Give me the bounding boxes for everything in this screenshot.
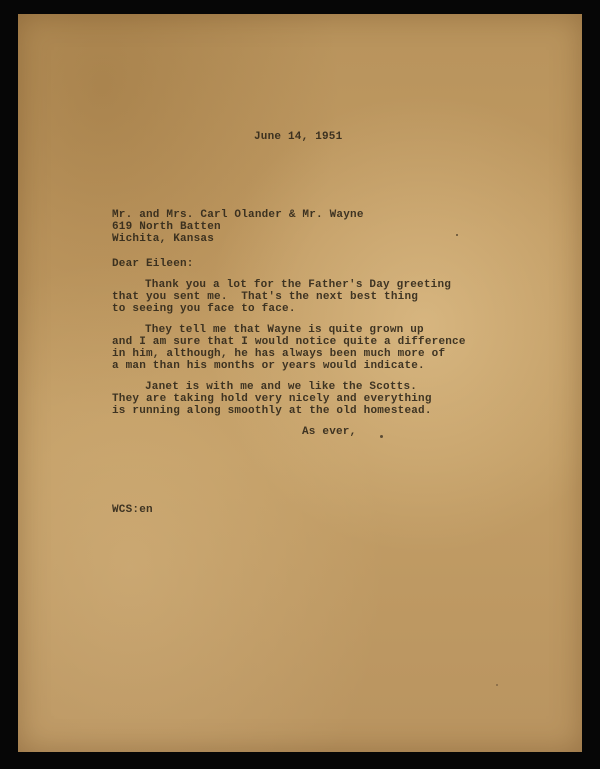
ink-speck — [380, 435, 383, 438]
ink-speck — [456, 234, 458, 236]
recipient-street: 619 North Batten — [112, 221, 221, 233]
paragraph-2-line: a man than his months or years would indicate. — [112, 360, 425, 372]
paragraph-1-line: to seeing you face to face. — [112, 303, 296, 315]
paragraph-3-line: Janet is with me and we like the Scotts. — [145, 381, 418, 393]
paragraph-2-line: in him, although, he has always been much more of — [112, 348, 446, 360]
closing: As ever, — [302, 426, 357, 438]
paragraph-2-line: They tell me that Wayne is quite grown up — [145, 324, 424, 336]
paragraph-1-line: Thank you a lot for the Father's Day greeting — [145, 279, 452, 291]
letter-date: June 14, 1951 — [254, 131, 343, 143]
ink-speck — [496, 684, 498, 686]
letter-page — [18, 14, 582, 752]
salutation: Dear Eileen: — [112, 258, 194, 270]
recipient-name: Mr. and Mrs. Carl Olander & Mr. Wayne — [112, 209, 364, 221]
paragraph-2-line: and I am sure that I would notice quite a difference — [112, 336, 466, 348]
paragraph-3-line: is running along smoothly at the old homestead. — [112, 405, 432, 417]
paragraph-1-line: that you sent me. That's the next best thing — [112, 291, 419, 303]
paragraph-3-line: They are taking hold very nicely and everything — [112, 393, 432, 405]
recipient-city: Wichita, Kansas — [112, 233, 215, 245]
typist-initials: WCS:en — [112, 504, 153, 516]
